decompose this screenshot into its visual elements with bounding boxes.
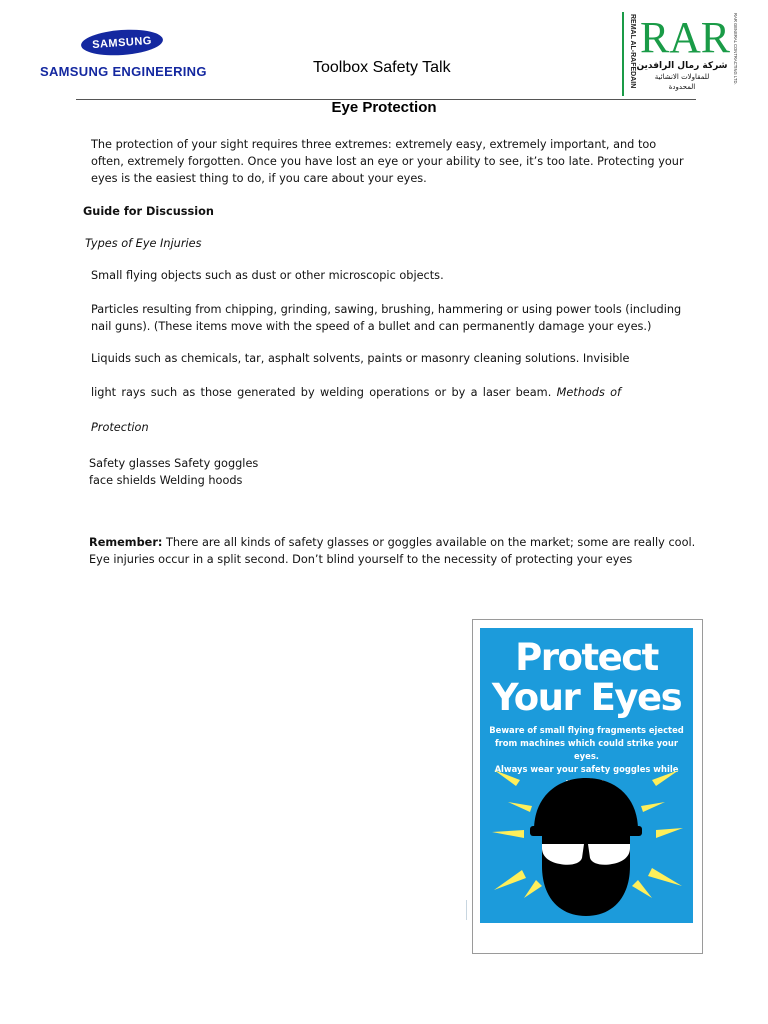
protect-eyes-poster bbox=[480, 628, 693, 923]
injury-item-2: Particles resulting from chipping, grinding, sawing, brushing, hammering or using power tools (including nail guns). (These items move with the speed of a bullet and can permanently damage your eyes.) bbox=[91, 303, 682, 333]
injury-item-4 bbox=[91, 384, 621, 401]
methods-heading-part-1: Methods of bbox=[556, 386, 622, 399]
poster-side-mark bbox=[465, 900, 469, 920]
partner-logo bbox=[620, 10, 740, 98]
poster-subtext-line-2: from machines which could strike your eyes. bbox=[495, 738, 678, 761]
partner-logo-arabic-2: للمقاولات الانشائية bbox=[654, 73, 710, 81]
partner-logo-arabic-1: شركة رمال الرافدين bbox=[636, 61, 728, 71]
company-name: SAMSUNG ENGINEERING bbox=[40, 64, 207, 79]
samsung-logo-text: SAMSUNG bbox=[91, 34, 153, 51]
guide-heading: Guide for Discussion bbox=[83, 205, 214, 218]
partner-logo-vertical-english: RAR GENERAL CONTRACTING LTD. bbox=[733, 13, 738, 85]
poster-subtext-line-1: Beware of small flying fragments ejected bbox=[489, 725, 684, 735]
injury-item-1: Small flying objects such as dust or other microscopic objects. bbox=[91, 269, 444, 282]
samsung-logo bbox=[80, 27, 164, 58]
protection-gear-line-1: Safety glasses Safety goggles bbox=[89, 457, 259, 470]
injury-item-4-text: light rays such as those generated by welding operations or by a laser beam. bbox=[91, 386, 552, 399]
partner-logo-mark: RAR bbox=[640, 13, 731, 62]
document-title: Toolbox Safety Talk bbox=[313, 59, 451, 76]
partner-logo-arabic-3: المحدودة bbox=[668, 83, 696, 91]
types-heading: Types of Eye Injuries bbox=[85, 237, 202, 250]
poster-headline-2: Your Eyes bbox=[491, 676, 682, 719]
remember-paragraph bbox=[89, 534, 699, 568]
methods-heading-part-2: Protection bbox=[91, 421, 149, 434]
poster-subtext-line-3: Always wear your safety goggles while bbox=[494, 764, 679, 774]
partner-logo-side-text: REMAL AL-RAFEDAIN bbox=[629, 14, 636, 89]
remember-label: Remember: bbox=[89, 536, 163, 549]
poster-headline-1: Protect bbox=[515, 636, 658, 679]
worker-silhouette-icon bbox=[480, 758, 693, 923]
remember-text: There are all kinds of safety glasses or goggles available on the market; some are really cool. Eye injuries occur in a split second. Don’t blind yourself to the necessity of protecting your eyes bbox=[89, 536, 696, 566]
section-title: Eye Protection bbox=[331, 99, 437, 116]
injury-item-3: Liquids such as chemicals, tar, asphalt solvents, paints or masonry cleaning solutions. Invisible bbox=[91, 352, 630, 365]
protection-gear-line-2: face shields Welding hoods bbox=[89, 474, 243, 487]
intro-paragraph: The protection of your sight requires three extremes: extremely easy, extremely important, and too often, extremely forgotten. Once you have lost an eye or your ability to see, it’s too late. Protecting your eyes is the easiest thing to do, if you care about your eyes. bbox=[91, 138, 684, 185]
